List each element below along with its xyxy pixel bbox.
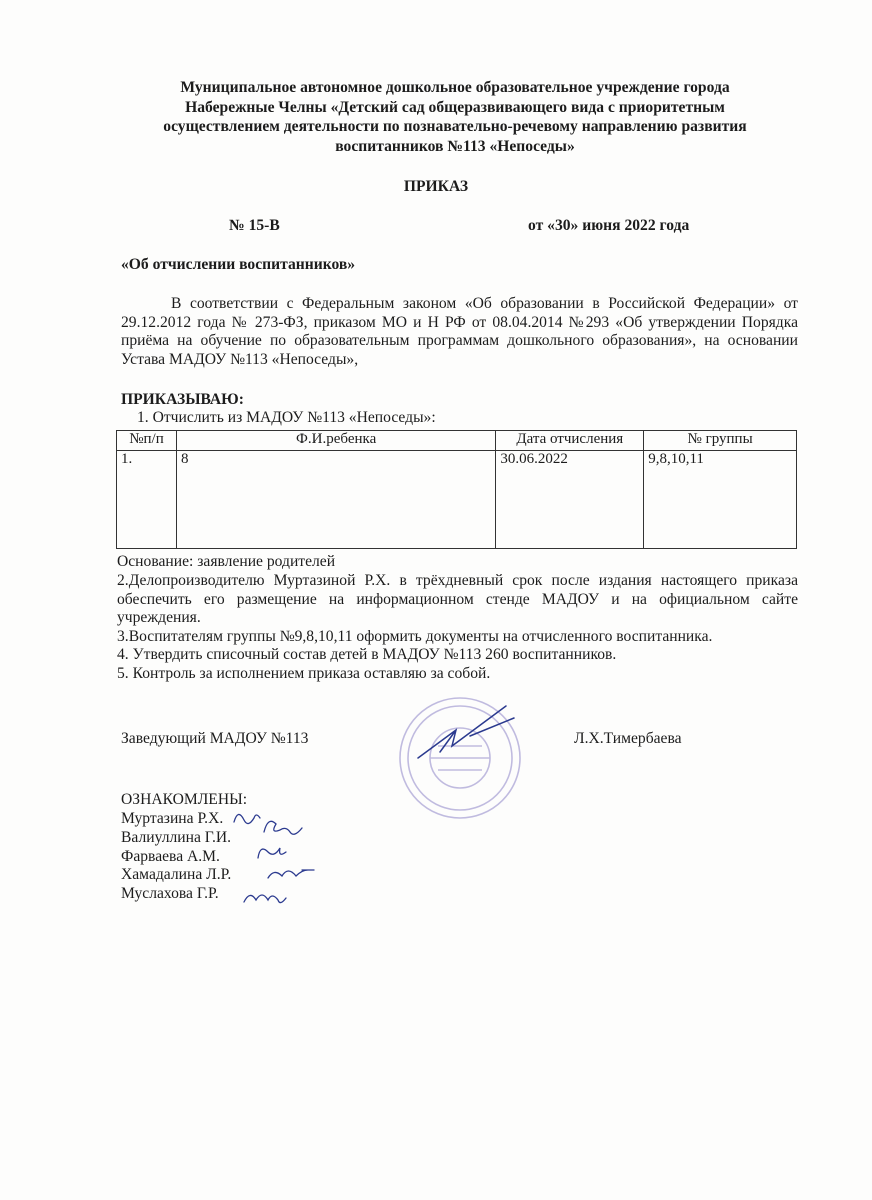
list-item: Муслахова Г.Р. bbox=[121, 885, 219, 903]
list-item: Фарваева А.М. bbox=[121, 847, 220, 865]
item-4: 4. Утвердить списочный состав детей в МАДОУ №113 260 воспитанников. bbox=[117, 646, 617, 664]
list-item: Хамадалина Л.Р. bbox=[121, 866, 232, 884]
cell-number: 1. bbox=[117, 451, 177, 549]
document-title: ПРИКАЗ bbox=[403, 178, 469, 195]
pupils-table bbox=[116, 430, 797, 549]
order-items bbox=[117, 572, 798, 684]
order-subject: «Об отчислении воспитанников» bbox=[121, 256, 356, 273]
acknowledged-title: ОЗНАКОМЛЕНЫ: bbox=[121, 791, 248, 808]
cell-date: 30.06.2022 bbox=[496, 451, 644, 549]
item-5: 5. Контроль за исполнением приказа оставляю за собой. bbox=[117, 664, 491, 682]
basis-line: Основание: заявление родителей bbox=[117, 553, 336, 570]
org-line-3: осуществлением деятельности по познавательно-речевому направлению развития bbox=[163, 118, 747, 135]
cell-group: 9,8,10,11 bbox=[644, 451, 797, 549]
table-header-row bbox=[117, 431, 797, 451]
director-role: Заведующий МАДОУ №113 bbox=[121, 730, 309, 747]
column-header-number: №п/п bbox=[117, 431, 177, 451]
item-1: 1. Отчислить из МАДОУ №113 «Непоседы»: bbox=[137, 409, 436, 426]
cell-child-name: 8 bbox=[176, 451, 495, 549]
column-header-group: № группы bbox=[644, 431, 797, 451]
director-signature bbox=[410, 700, 520, 770]
table-row bbox=[117, 451, 797, 549]
order-word: ПРИКАЗЫВАЮ: bbox=[121, 391, 244, 408]
order-date: от «30» июня 2022 года bbox=[528, 217, 690, 234]
column-header-child-name: Ф.И.ребенка bbox=[176, 431, 495, 451]
list-item: Валиуллина Г.И. bbox=[121, 828, 232, 846]
item-2: 2.Делопроизводителю Муртазиной Р.Х. в трёхдневный срок после издания настоящего приказа обеспечить его размещение на информационном стенде МАДОУ и на официальном сайте учреждения. bbox=[117, 572, 798, 627]
org-line-4: воспитанников №113 «Непоседы» bbox=[335, 137, 575, 155]
organization-header bbox=[110, 78, 800, 156]
org-line-2: Набережные Челны «Детский сад общеразвивающего вида с приоритетным bbox=[185, 98, 725, 116]
acknowledged-list bbox=[121, 810, 231, 904]
order-number: № 15-В bbox=[229, 217, 280, 234]
column-header-date: Дата отчисления bbox=[496, 431, 644, 451]
list-item: Муртазина Р.Х. bbox=[121, 810, 224, 827]
director-name: Л.Х.Тимербаева bbox=[574, 730, 682, 747]
item-3: 3.Воспитателям группы №9,8,10,11 оформить документы на отчисленного воспитанника. bbox=[117, 627, 713, 645]
preamble-paragraph: В соответствии с Федеральным законом «Об образовании в Российской Федерации» от 29.12.2012 года № 273-ФЗ, приказом МО и Н РФ от 08.04.2014 №293 «Об утверждении Порядка приёма на обучение по образовательным программам дошкольного образования», на основании Устава МАДОУ №113 «Непоседы», bbox=[121, 295, 798, 368]
acknowledgement-signatures bbox=[228, 806, 318, 916]
org-line-1: Муниципальное автономное дошкольное образовательное учреждение города bbox=[180, 79, 730, 96]
